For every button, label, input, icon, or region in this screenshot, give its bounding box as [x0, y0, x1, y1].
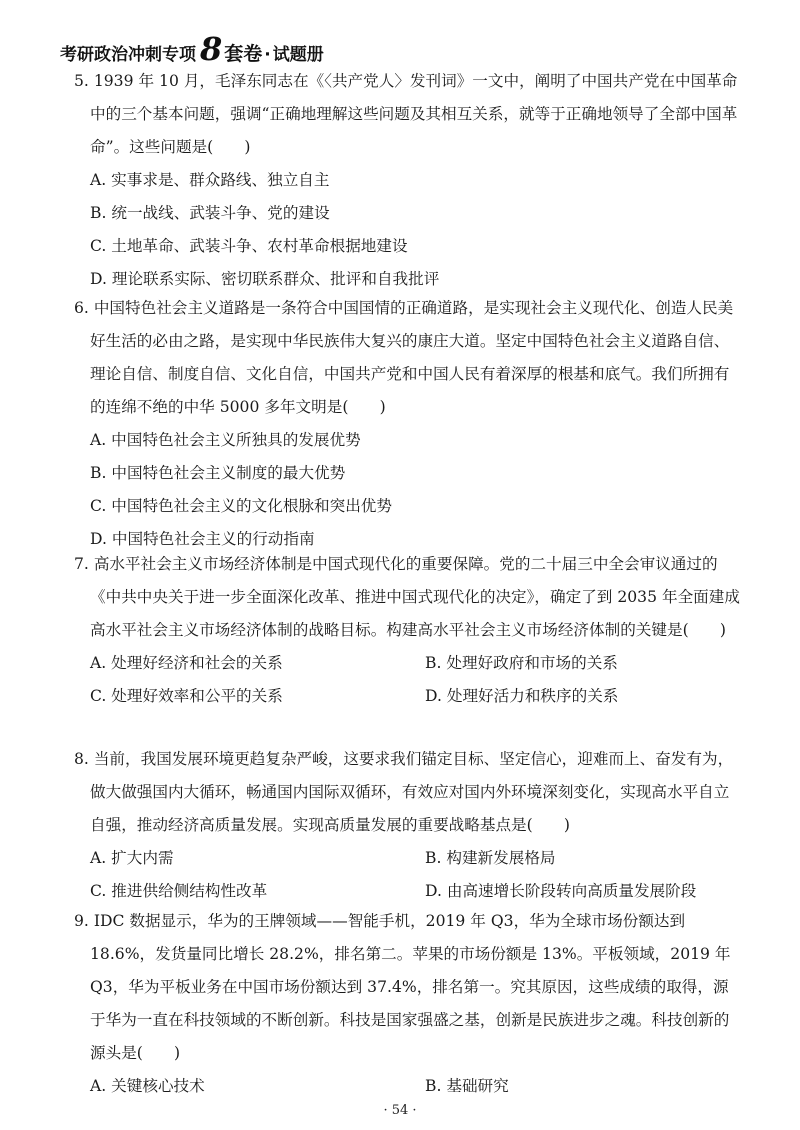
option-b: B. 统一战线、武装斗争、党的建设 [90, 204, 330, 222]
option-d: D. 中国特色社会主义的行动指南 [90, 530, 315, 548]
question-9 [74, 905, 744, 1103]
option-row [74, 647, 744, 680]
option-row [74, 842, 744, 875]
option-d: D. 处理好活力和秩序的关系 [425, 687, 619, 705]
option-a: A. 中国特色社会主义所独具的发展优势 [90, 431, 361, 449]
option-c: C. 处理好效率和公平的关系 [90, 687, 283, 705]
option-row [74, 875, 744, 908]
header-dot: · [264, 45, 271, 65]
option-a: A. 处理好经济和社会的关系 [90, 654, 283, 672]
header-title: 考研政治冲刺专项 [60, 45, 196, 65]
question-stem: 8. 当前，我国发展环境更趋复杂严峻，这要求我们锚定目标、坚定信心，迎难而上、奋发有为，做大做强国内大循环，畅通国内国际双循环，有效应对国内外环境深刻变化，实现高水平自立自强，推动经济高质量发展。实现高质量发展的重要战略基点是( ) [74, 750, 734, 834]
option-row [74, 1070, 744, 1103]
option-a: A. 扩大内需 [90, 849, 174, 867]
option-b: B. 中国特色社会主义制度的最大优势 [90, 464, 346, 482]
page-header [60, 30, 324, 68]
option-d: D. 理论联系实际、密切联系群众、批评和自我批评 [90, 270, 440, 288]
question-stem: 5. 1939 年 10 月，毛泽东同志在《〈共产党人〉发刊词》一文中，阐明了中国共产党在中国革命中的三个基本问题，强调“正确地理解这些问题及其相互关系，就等于正确地领导了全部中国革命”。这些问题是( ) [74, 72, 738, 156]
question-stem: 9. IDC 数据显示，华为的王牌领域——智能手机，2019 年 Q3，华为全球市场份额达到 18.6%，发货量同比增长 28.2%，排名第二。苹果的市场份额是 13%。平板领域，2019 年 Q3，华为平板业务在中国市场份额达到 37.4%，排名第一。究其原因，这些成绩的取得，源于华为一直在科技领域的不断创新。科技是国家强盛之基，创新是民族进步之魂。科技创新的源头是( ) [74, 912, 731, 1062]
question-stem: 6. 中国特色社会主义道路是一条符合中国国情的正确道路，是实现社会主义现代化、创造人民美好生活的必由之路，是实现中华民族伟大复兴的康庄大道。坚定中国特色社会主义道路自信、理论自信、制度自信、文化自信，中国共产党和中国人民有着深厚的根基和底气。我们所拥有的连绵不绝的中华 5000 多年文明是( ) [74, 299, 734, 416]
header-suffix: 试题册 [272, 45, 324, 65]
question-5 [74, 65, 744, 296]
page-number: · 54 · [383, 1103, 417, 1118]
option-d: D. 由高速增长阶段转向高质量发展阶段 [425, 882, 697, 900]
question-8 [74, 743, 744, 908]
option-row [74, 680, 744, 713]
option-c: C. 推进供给侧结构性改革 [90, 882, 268, 900]
option-b: B. 构建新发展格局 [425, 849, 556, 867]
option-b: B. 处理好政府和市场的关系 [425, 654, 618, 672]
question-7 [74, 548, 744, 713]
option-c: C. 中国特色社会主义的文化根脉和突出优势 [90, 497, 392, 515]
option-b: B. 基础研究 [425, 1077, 509, 1095]
option-a: A. 关键核心技术 [90, 1077, 205, 1095]
option-a: A. 实事求是、群众路线、独立自主 [90, 171, 330, 189]
header-number: 8 [200, 30, 223, 68]
question-stem: 7. 高水平社会主义市场经济体制是中国式现代化的重要保障。党的二十届三中全会审议通过的《中共中央关于进一步全面深化改革、推进中国式现代化的决定》，确定了到 2035 年全面建成高水平社会主义市场经济体制的战略目标。构建高水平社会主义市场经济体制的关键是( ) [74, 555, 740, 639]
header-set-label: 套卷 [224, 43, 263, 65]
question-6 [74, 292, 744, 556]
option-c: C. 土地革命、武装斗争、农村革命根据地建设 [90, 237, 408, 255]
